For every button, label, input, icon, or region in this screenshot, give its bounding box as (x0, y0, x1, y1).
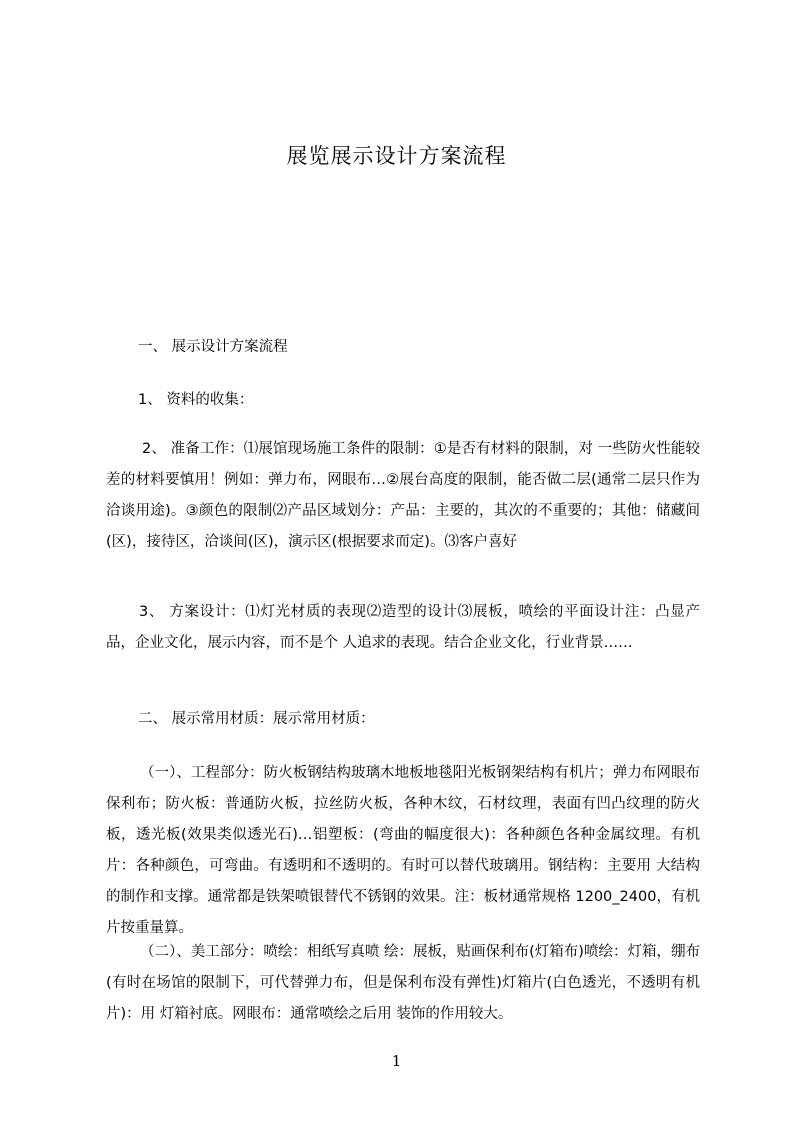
paragraph-preparation: 2、 准备工作：⑴展馆现场施工条件的限制：①是否有材料的限制，对 一些防火性能较差的材料要慎用！例如：弹力布，网眼布…②展台高度的限制，能否做二层(通常二层只作为洽谈用途)。③颜色的限制⑵产品区域划分：产品：主要的，其次的不重要的；其他：储藏间(区)，接待区，洽谈间(区)，演示区(根据要求而定)。⑶客户喜好 (106, 441, 700, 550)
paragraph-engineering: （一）、工程部分：防火板钢结构玻璃木地板地毯阳光板钢架结构有机片；弹力布网眼布保利布；防火板：普通防火板，拉丝防火板，各种木纹，石材纹理，表面有凹凸纹理的防火板，透光板(效果类似透光石)…铝塑板：(弯曲的幅度很大)：各种颜色各种金属纹理。有机片：各种颜色，可弯曲。有透明和不透明的。有时可以替代玻璃用。钢结构：主要用 大结构的制作和支撑。通常都是铁架喷银替代不锈钢的效果。注：板材通常规格 1200_2400，有机片按重量算。 (106, 765, 700, 936)
paragraph-scheme-design: 3、 方案设计：⑴灯光材质的表现⑵造型的设计⑶展板，喷绘的平面设计注：凸显产品，企业文化，展示内容，而不是个 人追求的表现。结合企业文化，行业背景…… (106, 604, 700, 651)
paragraph-art-work: （二）、美工部分：喷绘：相纸写真喷 绘：展板，贴画保利布(灯箱布)喷绘：灯箱，绷布(有时在场馆的限制下，可代替弹力布，但是保利布没有弹性)灯箱片(白色透光，不透明有机片)：用 灯箱衬底。网眼布：通常喷绘之后用 装饰的作用较大。 (106, 944, 700, 1022)
list-item-data-collection: 1、 资料的收集： (138, 392, 254, 408)
section-heading-2: 二、 展示常用材质：展示常用材质： (138, 711, 375, 727)
page-number: 1 (391, 1052, 402, 1070)
page-title: 展览展示设计方案流程 (286, 144, 507, 168)
section-heading-1: 一、 展示设计方案流程 (138, 339, 288, 355)
